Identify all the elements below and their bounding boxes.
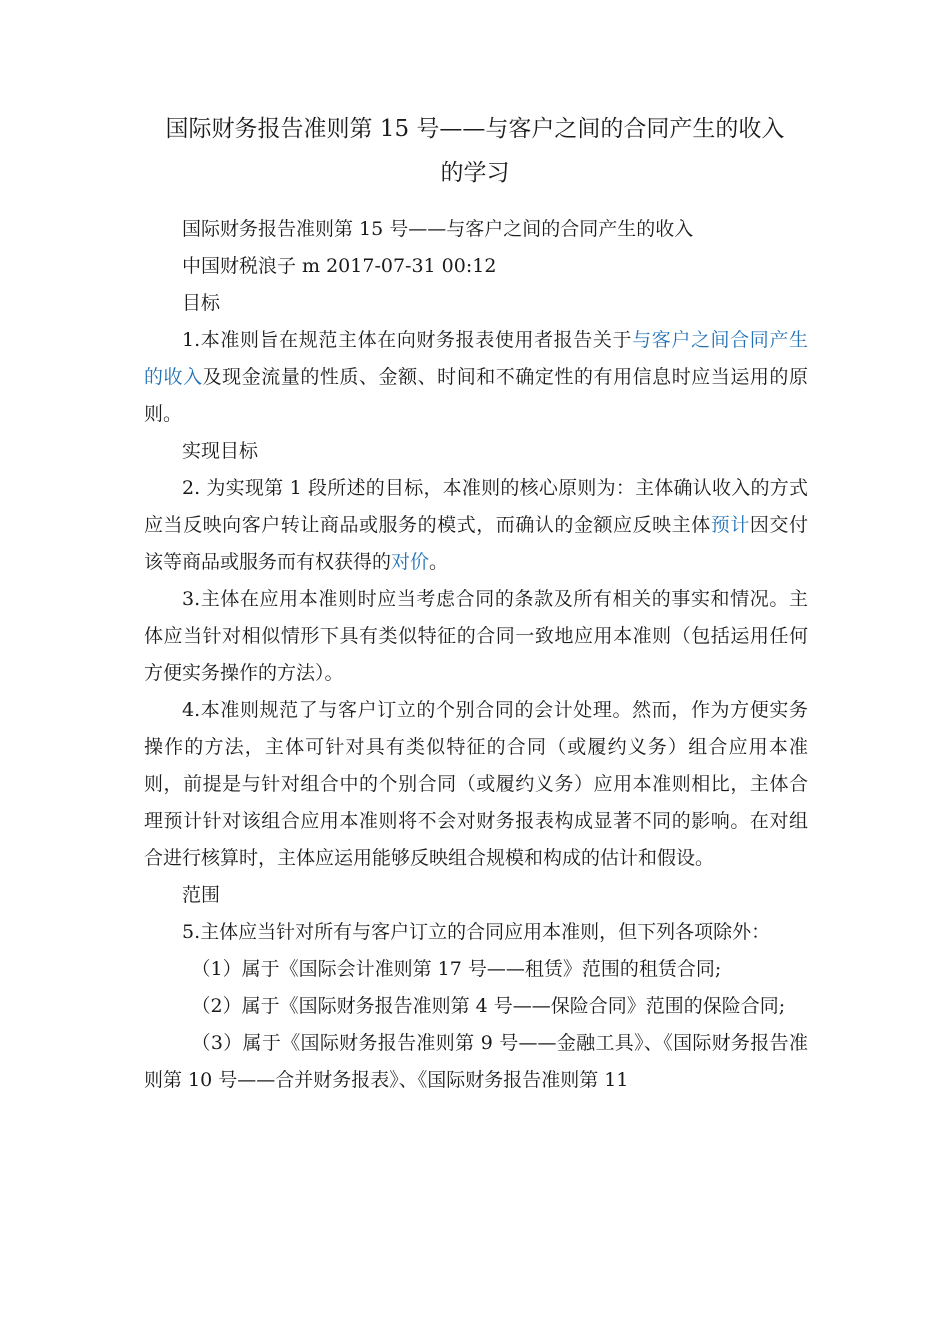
list-item-3: （3）属于《国际财务报告准则第 9 号——金融工具》、《国际财务报告准则第 10 号——合并财务报表》、《国际财务报告准则第 11 [144, 1032, 808, 1091]
title-line-2: 的学习 [440, 160, 510, 186]
document-body [144, 211, 808, 1099]
list-item-1: （1）属于《国际会计准则第 17 号——租赁》范围的租赁合同; [191, 958, 722, 980]
revenue-link[interactable]: 与客户之间合同产生的收入 [144, 329, 808, 388]
paragraph-1-text-b: 及现金流量的性质、金额、时间和不确定性的有用信息时应当运用的原则。 [144, 366, 808, 425]
document-title [120, 107, 830, 195]
paragraph-3: 3.主体在应用本准则时应当考虑合同的条款及所有相关的事实和情况。主体应当针对相似情形下具有类似特征的合同一致地应用本准则（包括运用任何方便实务操作的方法）。 [144, 588, 808, 684]
title-line-1: 国际财务报告准则第 15 号——与客户之间的合同产生的收入 [165, 116, 785, 142]
paragraph-2 [144, 470, 808, 581]
heading-scope: 范围 [182, 884, 221, 906]
heading-achieve-objective: 实现目标 [182, 440, 259, 462]
paragraph-5: 5.主体应当针对所有与客户订立的合同应用本准则，但下列各项除外： [182, 921, 771, 943]
paragraph-1-text-a: 1.本准则旨在规范主体在向财务报表使用者报告关于 [182, 329, 633, 351]
consideration-link[interactable]: 对价 [391, 551, 430, 573]
subtitle: 国际财务报告准则第 15 号——与客户之间的合同产生的收入 [182, 218, 694, 240]
paragraph-1 [144, 322, 808, 433]
estimate-link[interactable]: 预计 [710, 514, 750, 536]
byline: 中国财税浪子 m 2017-07-31 00:12 [182, 255, 497, 277]
heading-objective: 目标 [182, 292, 221, 314]
paragraph-2-text-c: 。 [429, 551, 449, 573]
list-item-2: （2）属于《国际财务报告准则第 4 号——保险合同》范围的保险合同; [191, 995, 786, 1017]
paragraph-2-text-b: 因交付该等商品或服务而有权获得的 [144, 514, 808, 573]
paragraph-2-text-a: 2. 为实现第 1 段所述的目标，本准则的核心原则为：主体确认收入的方式应当反映向客户转让商品或服务的模式，而确认的金额应反映主体 [144, 477, 808, 536]
paragraph-4: 4.本准则规范了与客户订立的个别合同的会计处理。然而，作为方便实务操作的方法，主体可针对具有类似特征的合同（或履约义务）组合应用本准则，前提是与针对组合中的个别合同（或履约义务）应用本准则相比，主体合理预计针对该组合应用本准则将不会对财务报表构成显著不同的影响。在对组合进行核算时，主体应运用能够反映组合规模和构成的估计和假设。 [144, 699, 808, 869]
